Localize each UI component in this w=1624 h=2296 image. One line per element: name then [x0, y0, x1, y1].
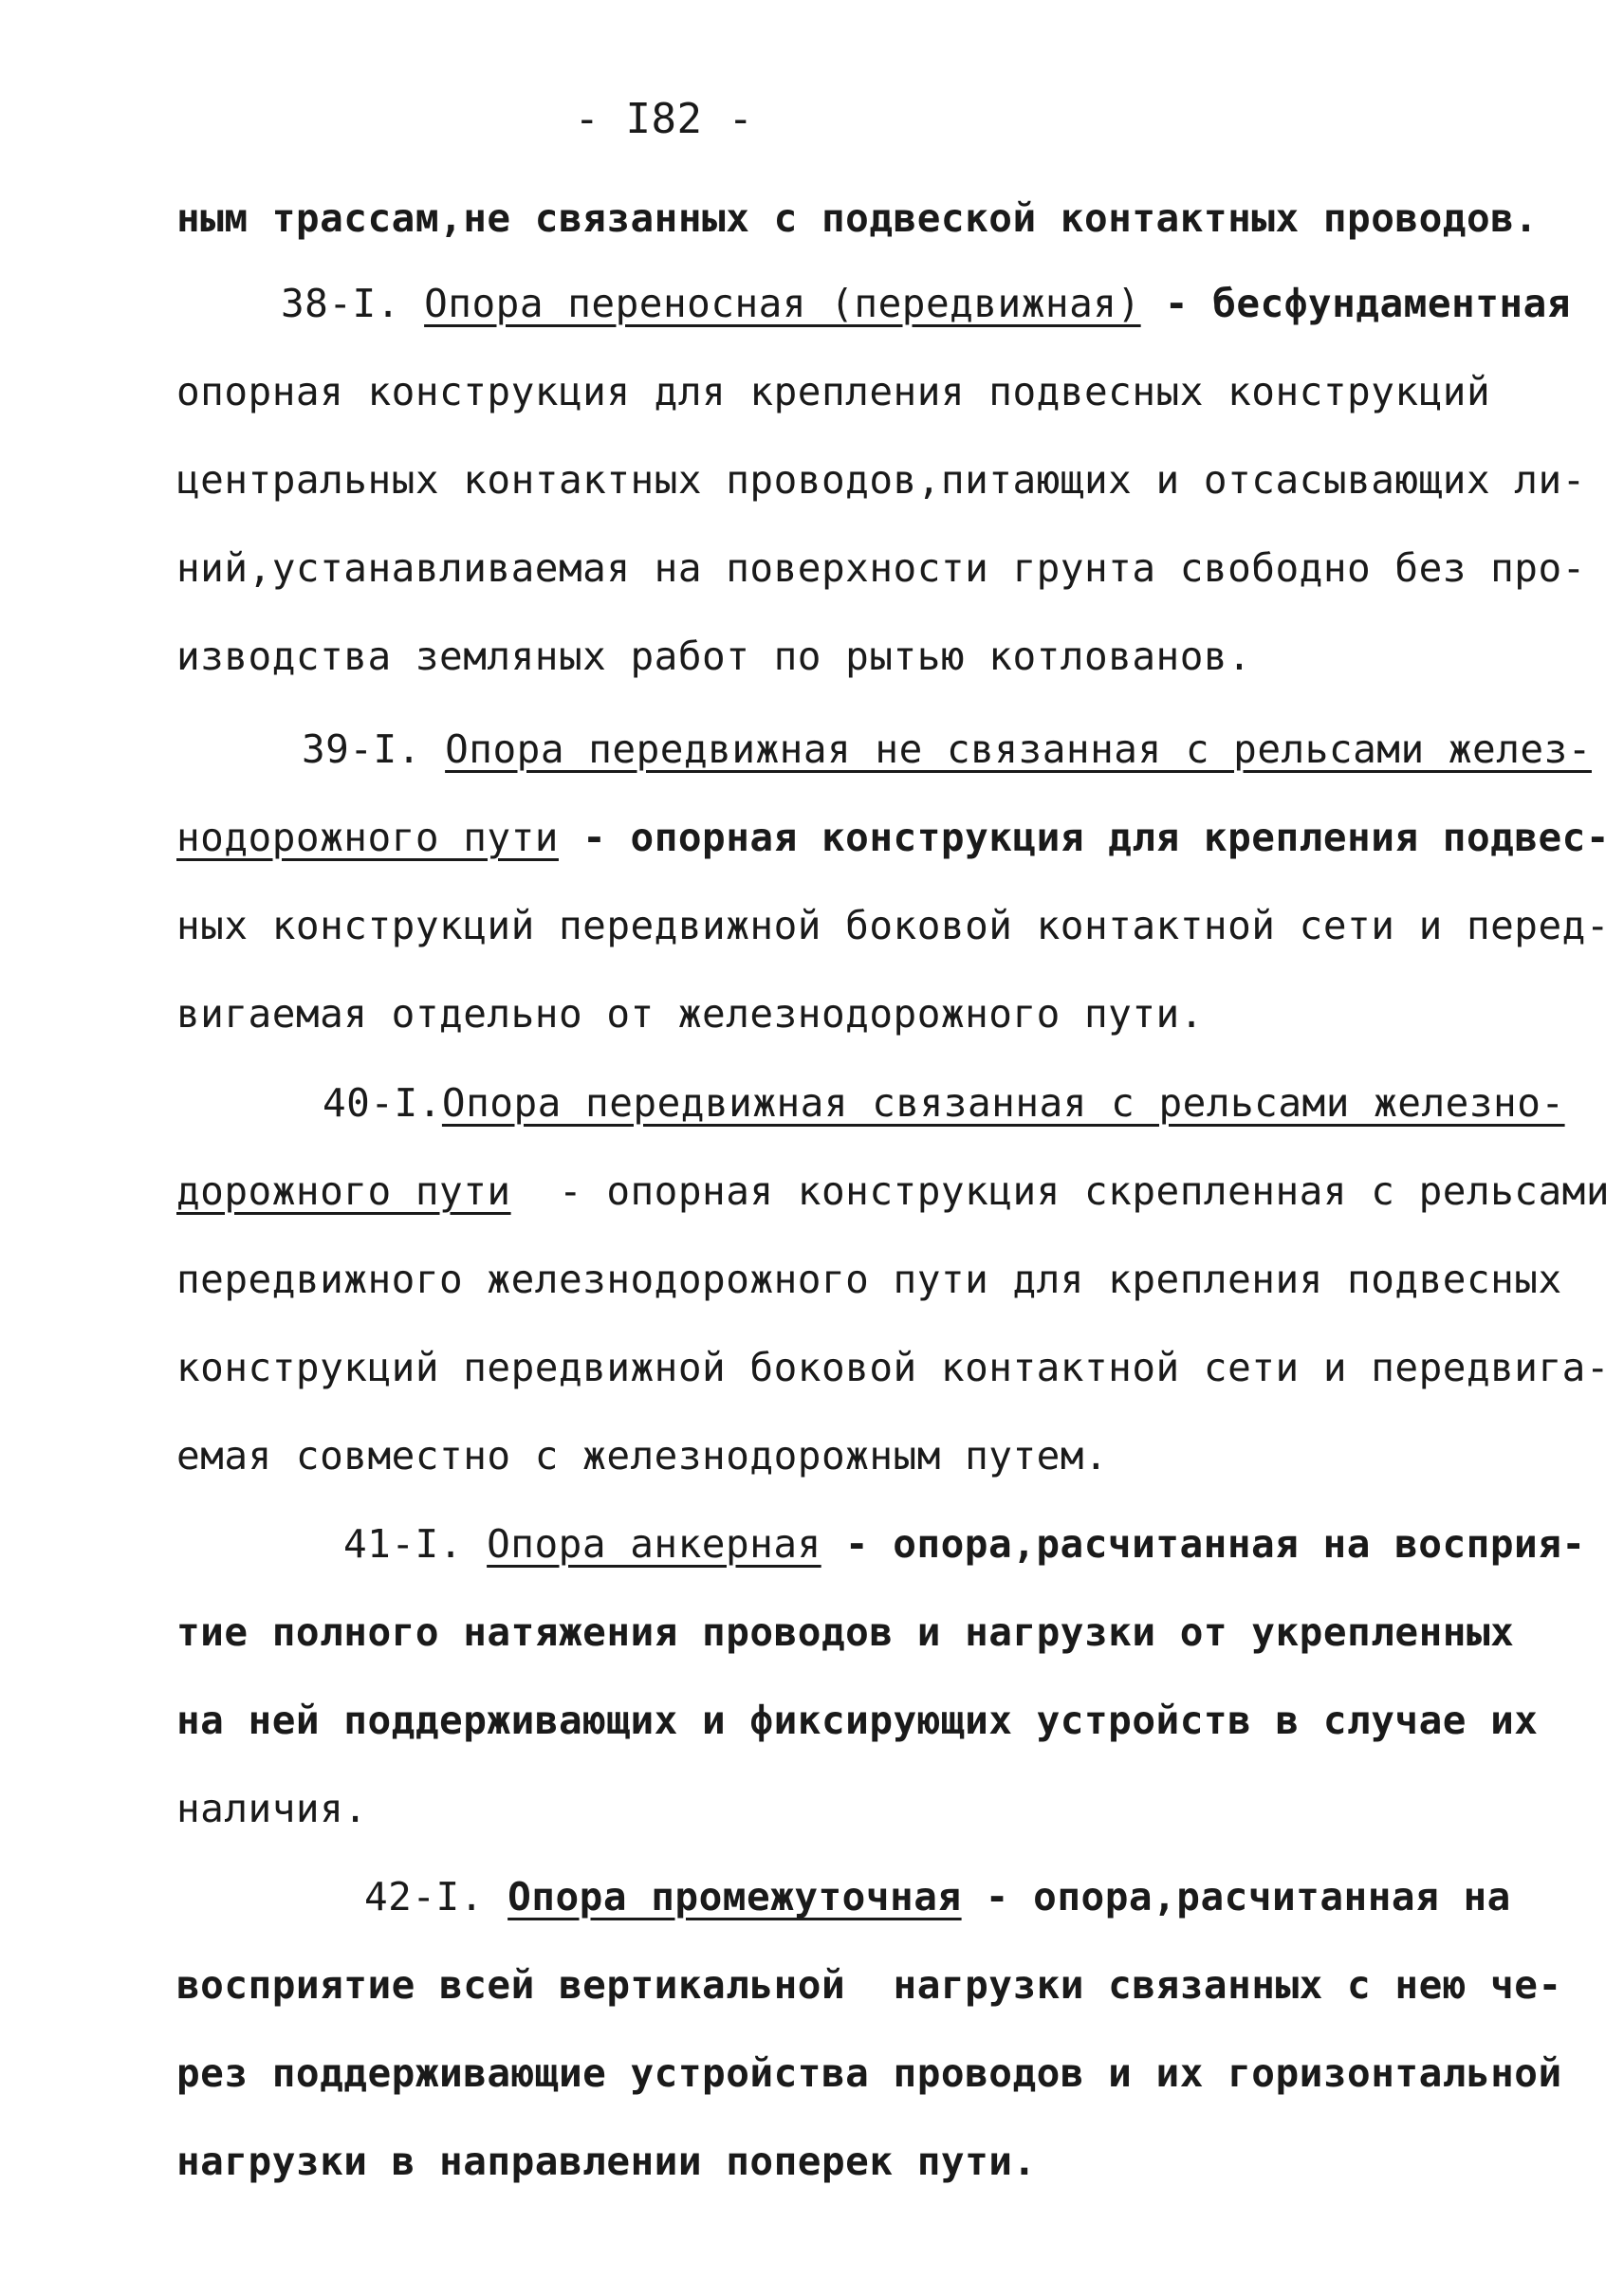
entry-41-lead: - опора,расчитанная на восприя- [821, 1521, 1586, 1567]
entry-40-second-line [176, 1168, 1611, 1214]
entry-40-term-continued: дорожного пути [176, 1168, 511, 1214]
entry-38-number: 38-I. [281, 281, 400, 326]
entry-41-first-line [343, 1521, 1586, 1567]
entry-38-line: изводства земляных работ по рытью котлованов. [176, 634, 1252, 679]
entry-40-lead: - опорная конструкция скрепленная с рельсами [510, 1168, 1611, 1214]
entry-38-line: центральных контактных проводов,питающих и отсасывающих ли- [176, 457, 1586, 503]
entry-41-line: тие полного натяжения проводов и нагрузки от укрепленных [176, 1609, 1515, 1655]
entry-42-line: рез поддерживающие устройства проводов и их горизонтальной [176, 2050, 1562, 2096]
entry-40-line: конструкций передвижной боковой контактной сети и передвига- [176, 1345, 1611, 1390]
entry-39-line: вигаемая отдельно от железнодорожного пути. [176, 991, 1204, 1037]
entry-39-lead: - опорная конструкция для крепления подвес- [558, 815, 1611, 860]
entry-42-term: Опора промежуточная [508, 1874, 962, 1919]
entry-42-number: 42-I. [364, 1874, 484, 1919]
entry-42-lead: - опора,расчитанная на [961, 1874, 1511, 1919]
entry-38-line: опорная конструкция для крепления подвесных конструкций [176, 369, 1491, 414]
entry-39-line: ных конструкций передвижной боковой контактной сети и перед- [176, 903, 1611, 948]
entry-39-number: 39-I. [302, 726, 421, 772]
entry-39-term: Опора передвижная не связанная с рельсами желез- [445, 726, 1592, 772]
entry-40-term: Опора передвижная связанная с рельсами железно- [441, 1080, 1565, 1126]
entry-41-line: наличия. [176, 1786, 368, 1831]
entry-42-line: восприятие всей вертикальной нагрузки связанных с нею че- [176, 1962, 1562, 2008]
entry-40-number: 40-I. [323, 1080, 442, 1126]
entry-39-term-continued: нодорожного пути [176, 815, 559, 860]
entry-39-first-line [302, 726, 1592, 772]
entry-39-second-line [176, 815, 1611, 860]
entry-42-line: нагрузки в направлении поперек пути. [176, 2139, 1037, 2184]
entry-40-line: передвижного железнодорожного пути для крепления подвесных [176, 1257, 1562, 1302]
continuation-line: ным трассам,не связанных с подвеской контактных проводов. [176, 195, 1539, 241]
entry-41-number: 41-I. [343, 1521, 463, 1567]
entry-38-line: ний,устанавливаемая на поверхности грунта свободно без про- [176, 545, 1586, 591]
entry-38-lead: - бесфундаментная [1140, 281, 1571, 326]
entry-38-first-line [281, 281, 1571, 326]
entry-41-line: на ней поддерживающих и фиксирующих устройств в случае их [176, 1698, 1539, 1743]
page-number: - I82 - [574, 95, 754, 143]
entry-38-term: Опора переносная (передвижная) [424, 281, 1141, 326]
entry-40-line: емая совместно с железнодорожным путем. [176, 1433, 1109, 1479]
entry-40-first-line [323, 1080, 1565, 1126]
entry-42-first-line [364, 1874, 1511, 1919]
entry-41-term: Опора анкерная [487, 1521, 821, 1567]
